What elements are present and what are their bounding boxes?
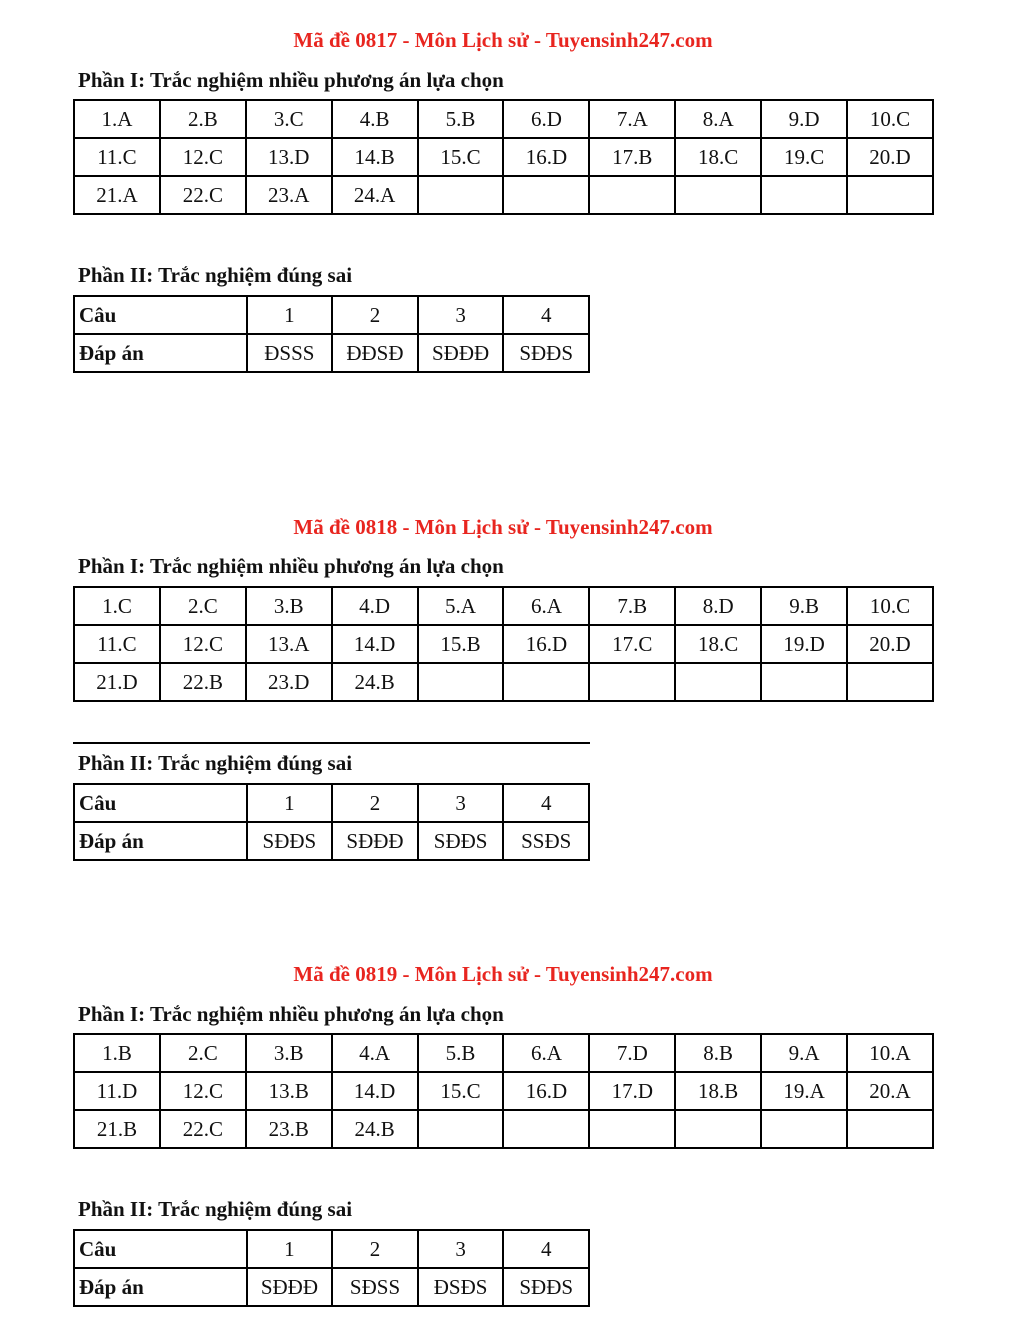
answer-cell: 18.B [675,1072,761,1110]
answer-cell: 13.A [246,625,332,663]
answer-label: Đáp án [74,334,247,372]
tf-answer: SSĐS [503,822,589,860]
answer-cell: 15.C [418,138,504,176]
answer-cell [675,663,761,701]
answer-cell: 9.D [761,100,847,138]
answer-cell: 17.D [589,1072,675,1110]
answer-cell: 1.C [74,587,160,625]
answer-cell: 5.B [418,100,504,138]
answer-cell: 14.D [332,625,418,663]
multiple-choice-table [73,1033,934,1149]
answer-cell [589,663,675,701]
answer-cell [761,176,847,214]
answer-cell: 6.A [503,1034,589,1072]
tf-answer: SĐĐS [503,334,589,372]
answer-cell: 5.B [418,1034,504,1072]
part1-heading: Phần I: Trắc nghiệm nhiều phương án lựa chọn [78,554,504,578]
question-number: 3 [418,296,504,334]
tf-answer: SĐĐĐ [418,334,504,372]
question-number: 3 [418,784,504,822]
answer-cell: 9.B [761,587,847,625]
answer-cell: 13.B [246,1072,332,1110]
answer-cell: 1.A [74,100,160,138]
multiple-choice-table [73,99,934,215]
answer-cell: 14.D [332,1072,418,1110]
answer-cell: 21.D [74,663,160,701]
answer-cell: 10.C [847,100,933,138]
answer-cell: 6.A [503,587,589,625]
answer-cell: 5.A [418,587,504,625]
answer-cell: 8.B [675,1034,761,1072]
answer-cell [418,663,504,701]
question-number: 3 [418,1230,504,1268]
true-false-table [73,295,590,373]
divider [73,742,590,744]
answer-cell: 4.A [332,1034,418,1072]
answer-cell: 17.C [589,625,675,663]
answer-cell: 20.D [847,625,933,663]
question-number: 1 [247,296,333,334]
answer-cell: 16.D [503,1072,589,1110]
question-number: 2 [332,296,418,334]
answer-cell: 2.C [160,587,246,625]
table-row [74,100,933,138]
table-row [74,822,589,860]
question-number: 1 [247,784,333,822]
tf-answer: SĐĐS [418,822,504,860]
multiple-choice-table [73,586,934,702]
part1-heading: Phần I: Trắc nghiệm nhiều phương án lựa chọn [78,1002,504,1026]
table-row [74,1072,933,1110]
answer-cell: 11.C [74,138,160,176]
answer-cell: 21.B [74,1110,160,1148]
part2-heading: Phần II: Trắc nghiệm đúng sai [78,263,353,287]
answer-cell: 17.B [589,138,675,176]
part1-heading: Phần I: Trắc nghiệm nhiều phương án lựa chọn [78,68,504,92]
answer-cell: 21.A [74,176,160,214]
answer-cell: 2.B [160,100,246,138]
answer-cell: 23.D [246,663,332,701]
table-row [74,1110,933,1148]
table-row [74,334,589,372]
answer-cell: 23.A [246,176,332,214]
answer-cell: 22.C [160,1110,246,1148]
answer-cell: 13.D [246,138,332,176]
answer-cell [589,176,675,214]
answer-cell: 12.C [160,625,246,663]
answer-cell: 4.B [332,100,418,138]
answer-cell: 20.D [847,138,933,176]
answer-cell [761,663,847,701]
answer-cell: 7.D [589,1034,675,1072]
answer-cell [847,663,933,701]
question-number: 4 [503,784,589,822]
answer-cell: 12.C [160,138,246,176]
answer-cell: 23.B [246,1110,332,1148]
answer-cell: 14.B [332,138,418,176]
answer-cell [503,176,589,214]
answer-cell: 3.B [246,1034,332,1072]
answer-cell: 4.D [332,587,418,625]
tf-answer: ĐSĐS [418,1268,504,1306]
answer-cell: 19.D [761,625,847,663]
answer-label: Đáp án [74,822,247,860]
answer-cell [847,1110,933,1148]
tf-answer: ĐSSS [247,334,333,372]
answer-cell: 10.A [847,1034,933,1072]
question-label: Câu [74,1230,247,1268]
tf-answer: SĐĐS [503,1268,589,1306]
question-number: 2 [332,784,418,822]
answer-cell: 2.C [160,1034,246,1072]
section-title: Mã đề 0817 - Môn Lịch sử - Tuyensinh247.com [293,28,713,52]
answer-cell: 3.B [246,587,332,625]
answer-label: Đáp án [74,1268,247,1306]
answer-cell: 16.D [503,138,589,176]
tf-answer: ĐĐSĐ [332,334,418,372]
question-number: 4 [503,296,589,334]
part2-heading: Phần II: Trắc nghiệm đúng sai [78,1197,353,1221]
answer-cell: 20.A [847,1072,933,1110]
answer-cell [675,176,761,214]
answer-cell: 6.D [503,100,589,138]
table-row [74,663,933,701]
answer-cell: 1.B [74,1034,160,1072]
answer-cell [503,663,589,701]
answer-cell: 22.C [160,176,246,214]
true-false-table [73,783,590,861]
answer-cell: 18.C [675,625,761,663]
answer-cell: 19.A [761,1072,847,1110]
answer-cell: 9.A [761,1034,847,1072]
section-title: Mã đề 0818 - Môn Lịch sử - Tuyensinh247.com [293,515,713,539]
answer-cell: 19.C [761,138,847,176]
answer-cell: 7.A [589,100,675,138]
answer-cell: 22.B [160,663,246,701]
answer-cell [761,1110,847,1148]
part2-heading: Phần II: Trắc nghiệm đúng sai [78,751,353,775]
answer-cell [675,1110,761,1148]
answer-cell: 15.B [418,625,504,663]
answer-cell: 8.D [675,587,761,625]
answer-cell: 11.C [74,625,160,663]
true-false-table [73,1229,590,1307]
question-number: 2 [332,1230,418,1268]
answer-cell: 7.B [589,587,675,625]
answer-cell: 24.B [332,1110,418,1148]
tf-answer: SĐĐĐ [332,822,418,860]
question-number: 1 [247,1230,333,1268]
section-title: Mã đề 0819 - Môn Lịch sử - Tuyensinh247.com [293,962,713,986]
answer-cell: 8.A [675,100,761,138]
table-row [74,296,589,334]
answer-cell [418,176,504,214]
answer-cell: 24.B [332,663,418,701]
table-row [74,587,933,625]
table-row [74,138,933,176]
table-row [74,1268,589,1306]
table-row [74,784,589,822]
question-number: 4 [503,1230,589,1268]
answer-cell: 11.D [74,1072,160,1110]
table-row [74,1034,933,1072]
answer-cell [503,1110,589,1148]
answer-cell [847,176,933,214]
tf-answer: SĐĐĐ [247,1268,333,1306]
answer-cell: 24.A [332,176,418,214]
question-label: Câu [74,296,247,334]
tf-answer: SĐĐS [247,822,333,860]
table-row [74,625,933,663]
answer-cell: 3.C [246,100,332,138]
answer-cell: 10.C [847,587,933,625]
table-row [74,176,933,214]
answer-cell: 12.C [160,1072,246,1110]
answer-cell: 15.C [418,1072,504,1110]
tf-answer: SĐSS [332,1268,418,1306]
table-row [74,1230,589,1268]
answer-cell: 16.D [503,625,589,663]
question-label: Câu [74,784,247,822]
answer-cell [418,1110,504,1148]
answer-cell: 18.C [675,138,761,176]
answer-cell [589,1110,675,1148]
